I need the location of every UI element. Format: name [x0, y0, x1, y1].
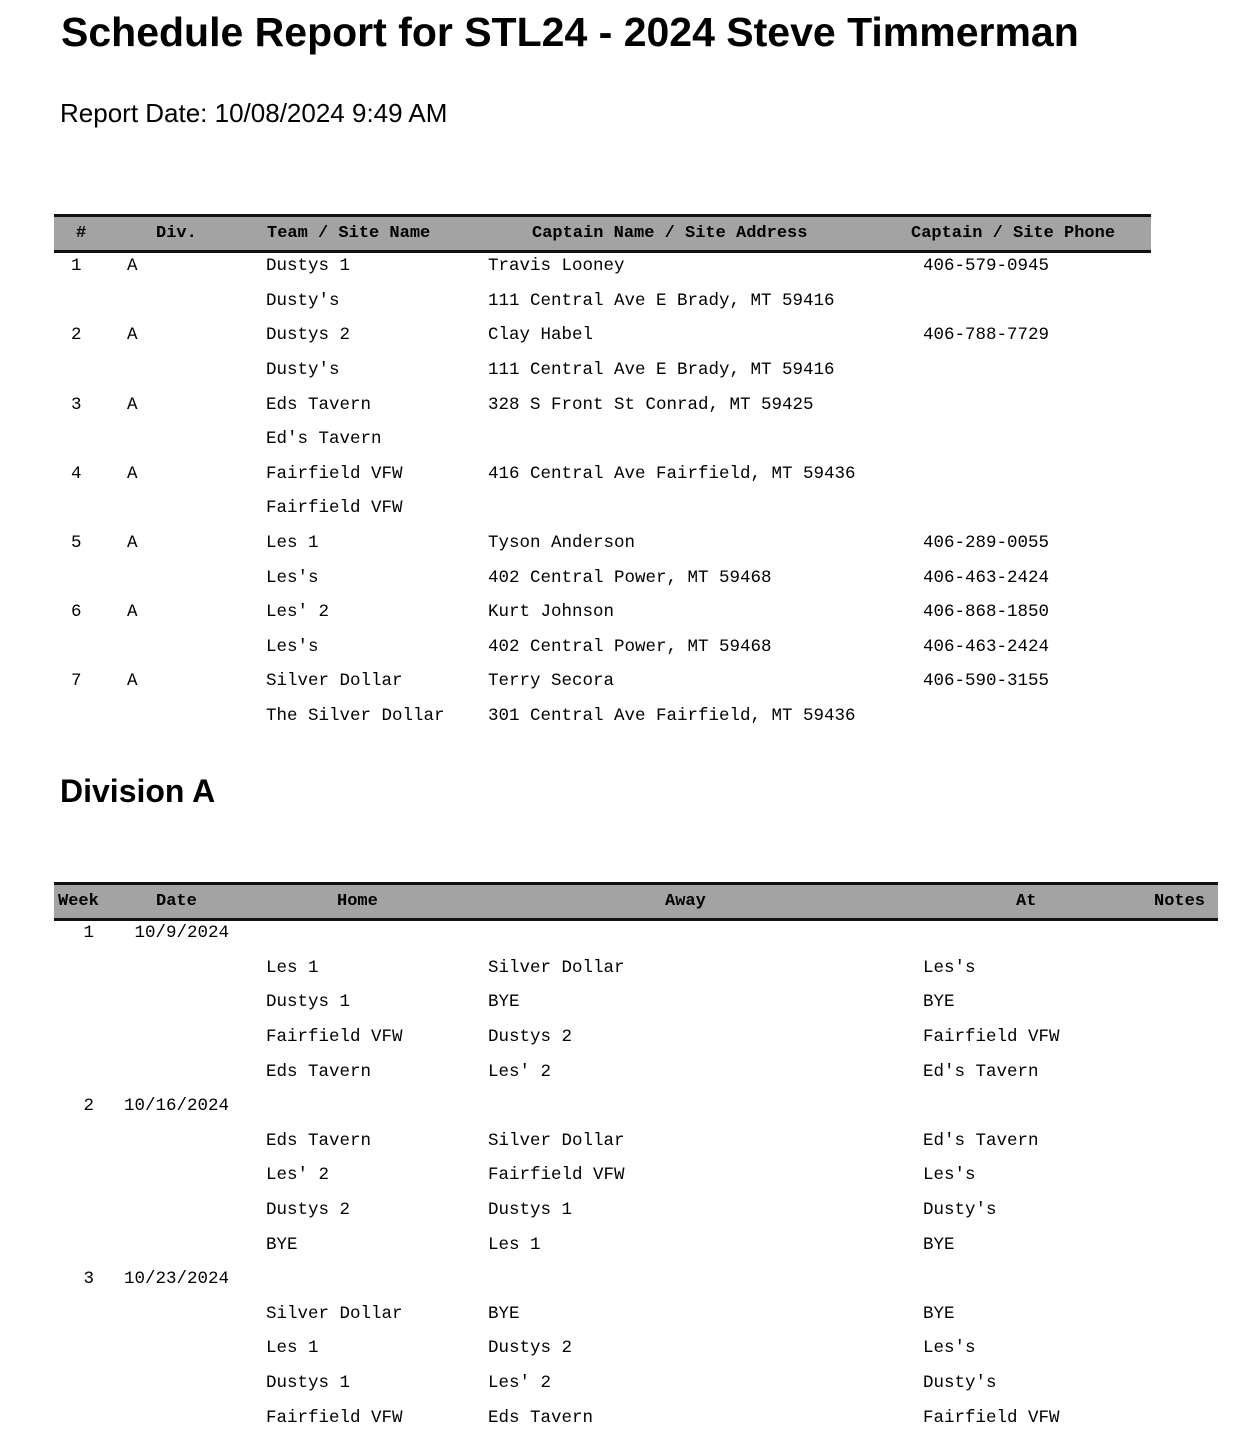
cell-home: BYE: [266, 1234, 298, 1255]
cell-away: Silver Dollar: [488, 957, 625, 978]
table-row: [0, 1227, 1247, 1262]
cell-date: 10/16/2024: [123, 1096, 229, 1117]
cell-number: 4: [71, 463, 82, 484]
cell-away: Silver Dollar: [488, 1130, 625, 1151]
cell-at: Dusty's: [923, 1373, 997, 1394]
cell-away: Les 1: [488, 1234, 541, 1255]
cell-team-site-name: Ed's Tavern: [266, 429, 382, 450]
cell-week: 3: [83, 1269, 94, 1290]
cell-home: Eds Tavern: [266, 1061, 372, 1082]
cell-captain-site-address: 111 Central Ave E Brady, MT 59416: [488, 290, 835, 311]
cell-division: A: [127, 602, 138, 623]
cell-at: BYE: [923, 992, 955, 1013]
cell-date: 10/9/2024: [134, 923, 229, 944]
cell-number: 5: [71, 533, 82, 554]
cell-home: Les 1: [266, 1338, 319, 1359]
cell-team-site-name: Les's: [266, 636, 319, 657]
header-date: Date: [156, 892, 197, 911]
cell-number: 3: [71, 394, 82, 415]
table-row: [0, 560, 1247, 595]
table-row: [0, 1366, 1247, 1401]
cell-phone: 406-289-0055: [923, 533, 1050, 554]
table-row: [0, 699, 1247, 734]
cell-away: BYE: [488, 1303, 520, 1324]
table-row: [0, 1262, 1247, 1297]
division-title: Division A: [60, 773, 216, 809]
header-at: At: [1016, 892, 1037, 911]
cell-home: Les 1: [266, 957, 319, 978]
cell-at: Les's: [923, 1165, 976, 1186]
cell-away: Fairfield VFW: [488, 1165, 625, 1186]
header-captain-site-phone: Captain / Site Phone: [911, 224, 1116, 243]
cell-team-site-name: Silver Dollar: [266, 671, 403, 692]
cell-captain-site-address: Clay Habel: [488, 325, 594, 346]
cell-team-site-name: Les' 2: [266, 602, 330, 623]
cell-away: Les' 2: [488, 1373, 552, 1394]
report-title: Schedule Report for STL24 - 2024 Steve Timmerman: [61, 9, 1079, 55]
header-division: Div.: [156, 224, 197, 243]
header-number: #: [76, 224, 87, 243]
cell-home: Fairfield VFW: [266, 1407, 403, 1428]
table-row: [0, 1193, 1247, 1228]
cell-at: Ed's Tavern: [923, 1061, 1039, 1082]
cell-week: 1: [83, 923, 94, 944]
cell-team-site-name: Fairfield VFW: [266, 463, 403, 484]
cell-captain-site-address: 111 Central Ave E Brady, MT 59416: [488, 360, 835, 381]
cell-captain-site-address: 416 Central Ave Fairfield, MT 59436: [488, 463, 856, 484]
cell-at: Les's: [923, 1338, 976, 1359]
cell-number: 6: [71, 602, 82, 623]
cell-team-site-name: The Silver Dollar: [266, 706, 445, 727]
cell-number: 2: [71, 325, 82, 346]
cell-team-site-name: Dustys 1: [266, 256, 351, 277]
cell-captain-site-address: Tyson Anderson: [488, 533, 636, 554]
cell-away: Dustys 2: [488, 1027, 573, 1048]
cell-captain-site-address: Kurt Johnson: [488, 602, 615, 623]
teams-table-header: [54, 214, 1151, 253]
cell-at: Dusty's: [923, 1200, 997, 1221]
table-row: [0, 1400, 1247, 1435]
cell-division: A: [127, 533, 138, 554]
cell-team-site-name: Dusty's: [266, 290, 340, 311]
cell-home: Les' 2: [266, 1165, 330, 1186]
cell-away: Dustys 2: [488, 1338, 573, 1359]
cell-home: Dustys 1: [266, 992, 351, 1013]
header-notes: Notes: [1154, 892, 1206, 911]
cell-at: BYE: [923, 1234, 955, 1255]
cell-home: Eds Tavern: [266, 1130, 372, 1151]
table-row: [0, 1297, 1247, 1332]
cell-home: Dustys 2: [266, 1200, 351, 1221]
cell-team-site-name: Dusty's: [266, 360, 340, 381]
cell-home: Fairfield VFW: [266, 1027, 403, 1048]
table-row: [0, 951, 1247, 986]
cell-home: Dustys 1: [266, 1373, 351, 1394]
cell-at: Fairfield VFW: [923, 1407, 1060, 1428]
cell-captain-site-address: 402 Central Power, MT 59468: [488, 567, 772, 588]
cell-at: Les's: [923, 957, 976, 978]
header-home: Home: [337, 892, 378, 911]
cell-home: Silver Dollar: [266, 1303, 403, 1324]
teams-table-body: [0, 249, 1247, 733]
cell-at: Ed's Tavern: [923, 1130, 1039, 1151]
cell-phone: 406-868-1850: [923, 602, 1050, 623]
cell-captain-site-address: 402 Central Power, MT 59468: [488, 636, 772, 657]
cell-division: A: [127, 463, 138, 484]
cell-team-site-name: Les 1: [266, 533, 319, 554]
table-row: [0, 630, 1247, 665]
table-row: [0, 985, 1247, 1020]
cell-division: A: [127, 325, 138, 346]
header-team-site-name: Team / Site Name: [267, 224, 431, 243]
cell-captain-site-address: Terry Secora: [488, 671, 615, 692]
table-row: [0, 916, 1247, 951]
table-row: [0, 526, 1247, 561]
table-row: [0, 249, 1247, 284]
cell-phone: 406-579-0945: [923, 256, 1050, 277]
cell-date: 10/23/2024: [123, 1269, 229, 1290]
table-row: [0, 1054, 1247, 1089]
header-captain-site-address: Captain Name / Site Address: [532, 224, 808, 243]
cell-division: A: [127, 671, 138, 692]
table-row: [0, 422, 1247, 457]
cell-captain-site-address: 328 S Front St Conrad, MT 59425: [488, 394, 814, 415]
table-row: [0, 491, 1247, 526]
table-row: [0, 1158, 1247, 1193]
table-row: [0, 1089, 1247, 1124]
table-row: [0, 1124, 1247, 1159]
table-row: [0, 457, 1247, 492]
table-row: [0, 595, 1247, 630]
table-row: [0, 387, 1247, 422]
cell-number: 1: [71, 256, 82, 277]
cell-phone: 406-788-7729: [923, 325, 1050, 346]
report-date: Report Date: 10/08/2024 9:49 AM: [60, 98, 448, 128]
cell-away: BYE: [488, 992, 520, 1013]
cell-phone: 406-463-2424: [923, 567, 1050, 588]
table-row: [0, 284, 1247, 319]
cell-away: Eds Tavern: [488, 1407, 594, 1428]
cell-team-site-name: Dustys 2: [266, 325, 351, 346]
cell-captain-site-address: 301 Central Ave Fairfield, MT 59436: [488, 706, 856, 727]
header-away: Away: [665, 892, 706, 911]
table-row: [0, 318, 1247, 353]
cell-phone: 406-463-2424: [923, 636, 1050, 657]
cell-division: A: [127, 394, 138, 415]
cell-away: Les' 2: [488, 1061, 552, 1082]
cell-team-site-name: Les's: [266, 567, 319, 588]
table-row: [0, 353, 1247, 388]
cell-phone: 406-590-3155: [923, 671, 1050, 692]
table-row: [0, 664, 1247, 699]
cell-at: BYE: [923, 1303, 955, 1324]
table-row: [0, 1331, 1247, 1366]
schedule-table-body: [0, 916, 1247, 1435]
cell-division: A: [127, 256, 138, 277]
cell-team-site-name: Eds Tavern: [266, 394, 372, 415]
cell-week: 2: [83, 1096, 94, 1117]
cell-team-site-name: Fairfield VFW: [266, 498, 403, 519]
cell-captain-site-address: Travis Looney: [488, 256, 625, 277]
cell-at: Fairfield VFW: [923, 1027, 1060, 1048]
header-week: Week: [58, 892, 99, 911]
cell-away: Dustys 1: [488, 1200, 573, 1221]
cell-number: 7: [71, 671, 82, 692]
table-row: [0, 1020, 1247, 1055]
